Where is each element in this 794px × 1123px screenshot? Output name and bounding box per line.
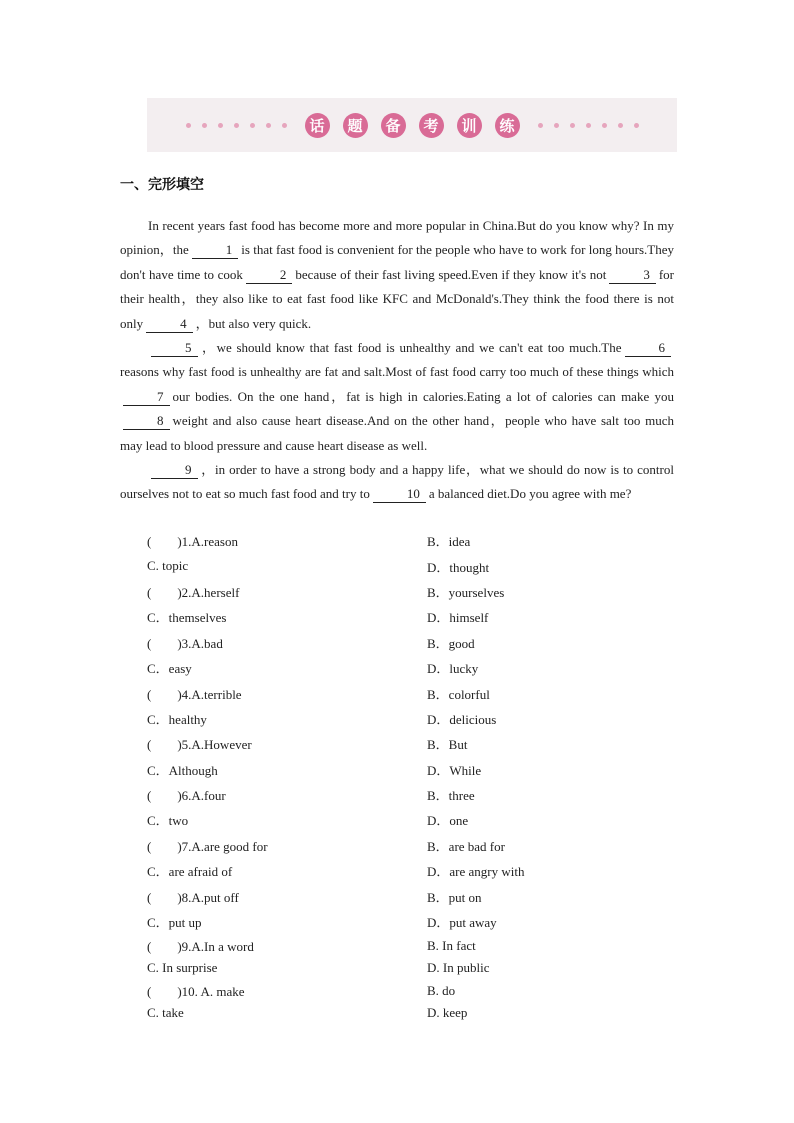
banner-dot <box>538 123 543 128</box>
banner-dot <box>218 123 223 128</box>
option-b: B．But <box>427 737 468 753</box>
option-c: C．are afraid of <box>147 864 233 880</box>
option-a: ( )3.A.bad <box>147 635 223 651</box>
banner-dot <box>186 123 191 128</box>
option-c: C．put up <box>147 915 202 931</box>
passage-text: ，in order to have a strong body and a happy life，what we should do now is to control ourselves not to eat so much fast food and try to <box>120 462 674 502</box>
option-d: D. In public <box>427 960 490 975</box>
option-b: B．put on <box>427 889 482 905</box>
option-row <box>147 706 687 731</box>
option-a: ( )4.A.terrible <box>147 686 242 702</box>
option-c: C. In surprise <box>147 960 218 975</box>
option-row <box>147 833 687 858</box>
passage-text: a balanced diet.Do you agree with me? <box>428 486 632 502</box>
banner-dot <box>586 123 591 128</box>
blank: 1 <box>192 242 239 259</box>
option-b: B．three <box>427 788 475 804</box>
option-a: ( )10. A. make <box>147 984 245 999</box>
blank: 8 <box>123 413 170 430</box>
passage-text: weight and also cause heart disease.And on the other hand，people who have salt too much may lead to blood pressure and cause heart disease as well. <box>120 413 674 453</box>
option-row <box>147 731 687 756</box>
banner-title-char: 备 <box>381 113 406 138</box>
banner-title <box>305 113 520 138</box>
banner-dot <box>250 123 255 128</box>
banner-title-char: 考 <box>419 113 444 138</box>
option-row <box>147 655 687 680</box>
option-row <box>147 630 687 655</box>
banner-dot <box>602 123 607 128</box>
option-row <box>147 1002 687 1025</box>
blank: 6 <box>625 340 672 357</box>
blank: 5 <box>151 340 198 357</box>
option-d: D．lucky <box>427 661 479 677</box>
passage-text: for their health，they also like to eat fast food like KFC and McDonald's.They think the food there is not only <box>120 266 675 331</box>
option-a: ( )9.A.In a word <box>147 939 254 954</box>
blank: 3 <box>609 267 656 284</box>
option-b: B．colorful <box>427 686 490 702</box>
option-a: ( )5.A.However <box>147 737 252 753</box>
banner-title-char: 练 <box>495 113 520 138</box>
answer-options <box>147 528 687 1024</box>
banner-title-char: 训 <box>457 113 482 138</box>
option-row <box>147 782 687 807</box>
section-heading: 一、完形填空 <box>120 177 204 193</box>
blank: 4 <box>146 316 193 333</box>
option-c: C．healthy <box>147 711 207 727</box>
blank: 7 <box>123 389 170 406</box>
option-row <box>147 604 687 629</box>
option-b: B．are bad for <box>427 838 505 854</box>
passage-text: In recent years fast food has become more and more popular in China.But do you know why? In my opinion，the <box>120 218 674 258</box>
option-c: C．two <box>147 813 189 829</box>
passage-text: is that fast food is convenient for the people who have to work for long hours.They don't have time to cook <box>120 242 674 282</box>
option-row <box>147 979 687 1002</box>
banner-dot <box>634 123 639 128</box>
option-a: ( )2.A.herself <box>147 584 240 600</box>
option-d: D．are angry with <box>427 864 525 880</box>
option-row <box>147 883 687 908</box>
passage-text: reasons why fast food is unhealthy are fat and salt.Most of fast food carry too much of these things which <box>120 364 674 380</box>
banner-title-char: 题 <box>343 113 368 138</box>
option-b: B．idea <box>427 534 471 550</box>
option-row <box>147 858 687 883</box>
banner-dot <box>282 123 287 128</box>
banner-dot <box>570 123 575 128</box>
passage-text: ，but also very quick. <box>195 315 312 331</box>
option-a: ( )7.A.are good for <box>147 838 268 854</box>
option-d: D．one <box>427 813 469 829</box>
banner-dot <box>234 123 239 128</box>
option-c: C. take <box>147 1005 184 1020</box>
option-d: D．himself <box>427 610 489 626</box>
option-b: B．good <box>427 635 475 651</box>
option-d: D．thought <box>427 559 490 575</box>
passage-text: our bodies. On the one hand，fat is high in calories.Eating a lot of calories can make you <box>172 388 674 404</box>
option-c: C．easy <box>147 661 192 677</box>
passage-paragraph <box>120 336 674 458</box>
option-a: ( )8.A.put off <box>147 889 239 905</box>
option-d: D．While <box>427 762 482 778</box>
passage-paragraph <box>120 458 674 507</box>
option-row <box>147 909 687 934</box>
option-c: C. topic <box>147 558 189 574</box>
option-row <box>147 579 687 604</box>
banner-dots-left <box>186 123 287 128</box>
blank: 9 <box>151 462 198 479</box>
blank: 10 <box>373 486 426 503</box>
banner-title-char: 话 <box>305 113 330 138</box>
section-banner <box>147 98 677 152</box>
banner-dots-right <box>538 123 639 128</box>
option-c: C．Although <box>147 762 218 778</box>
option-row <box>147 680 687 705</box>
option-d: D．delicious <box>427 711 497 727</box>
option-b: B. In fact <box>427 937 476 953</box>
option-d: D. keep <box>427 1005 468 1020</box>
banner-dot <box>266 123 271 128</box>
option-row <box>147 553 687 578</box>
option-a: ( )6.A.four <box>147 788 226 804</box>
passage-paragraph <box>120 214 674 336</box>
option-row <box>147 957 687 980</box>
option-c: C．themselves <box>147 610 227 626</box>
option-row <box>147 934 687 957</box>
option-row <box>147 757 687 782</box>
option-d: D．put away <box>427 915 497 931</box>
option-b: B. do <box>427 982 456 998</box>
option-row <box>147 528 687 553</box>
banner-dot <box>202 123 207 128</box>
cloze-passage <box>120 214 674 507</box>
banner-dot <box>618 123 623 128</box>
option-b: B．yourselves <box>427 584 505 600</box>
blank: 2 <box>246 267 293 284</box>
option-a: ( )1.A.reason <box>147 534 238 550</box>
option-row <box>147 807 687 832</box>
passage-text: ，we should know that fast food is unhealthy and we can't eat too much.The <box>200 340 622 356</box>
passage-text: because of their fast living speed.Even if they know it's not <box>295 266 607 282</box>
banner-dot <box>554 123 559 128</box>
